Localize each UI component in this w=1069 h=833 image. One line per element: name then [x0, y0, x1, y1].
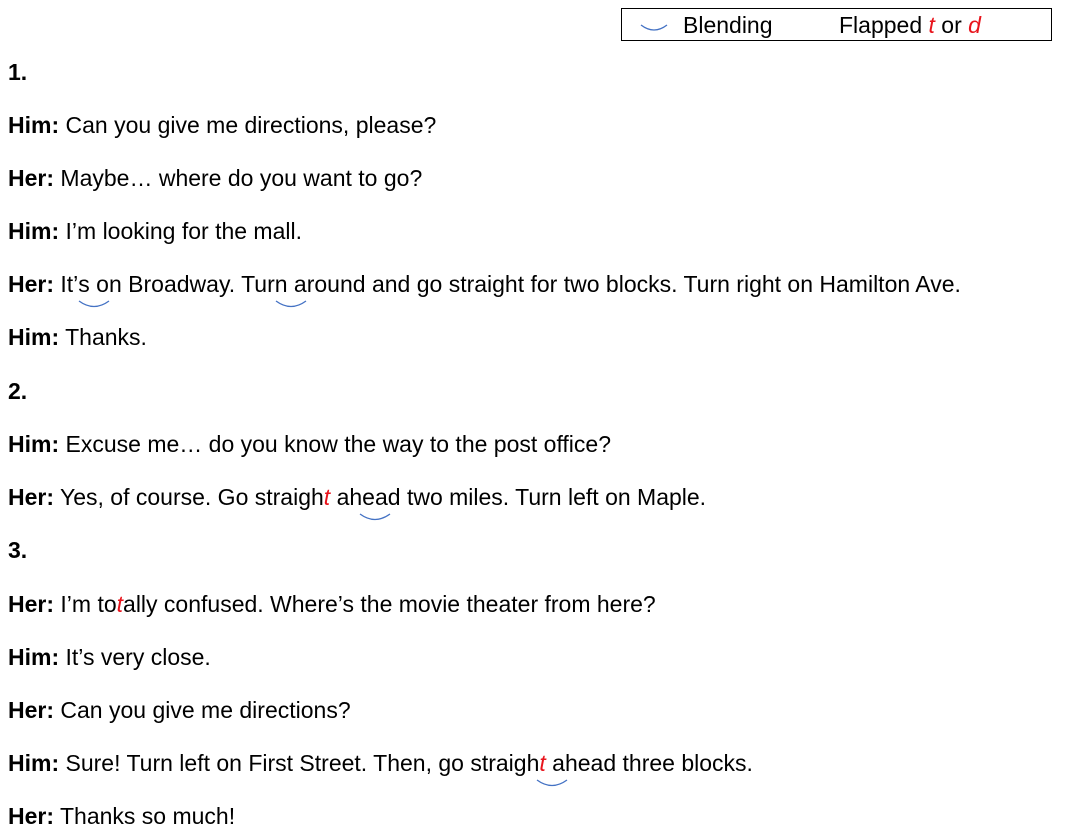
- dialogue-line: Her: I’m totally confused. Where’s the movie theater from here?: [8, 591, 656, 617]
- dialogue-line: Him: Can you give me directions, please?: [8, 112, 437, 138]
- blend-mark: ea: [362, 482, 388, 512]
- dialogue-3-number: 3.: [8, 537, 28, 563]
- blending-arc-icon: [358, 511, 392, 523]
- dialogue-line: Her: Maybe… where do you want to go?: [8, 165, 423, 191]
- dialogue-line: Her: Thanks so much!: [8, 803, 236, 829]
- blend-mark: n a: [275, 269, 307, 299]
- flapped-t: t: [116, 591, 124, 617]
- dialogue-2-number: 2.: [8, 378, 28, 404]
- dialogue-line: Him: Thanks.: [8, 324, 147, 350]
- blend-mark: s o: [78, 269, 109, 299]
- blend-mark: t a: [539, 748, 565, 778]
- dialogue-line: Her: It’s o n Broadway. Turn a round and go straight for two blocks. Turn right on Hamilton Ave.: [8, 269, 961, 299]
- blending-arc-icon: [274, 298, 308, 310]
- dialogue-line: Him: It’s very close.: [8, 644, 211, 670]
- dialogue-1-number: 1.: [8, 59, 28, 85]
- blending-arc-icon: [640, 23, 668, 33]
- blending-arc-icon: [535, 777, 569, 789]
- dialogue-line: Her: Yes, of course. Go straight ahea d two miles. Turn left on Maple.: [8, 482, 706, 512]
- legend-flapped-label: Flapped t or d: [839, 12, 981, 38]
- flapped-t: t: [539, 750, 546, 776]
- blending-arc-icon: [77, 298, 111, 310]
- dialogue-line: Him: Excuse me… do you know the way to the post office?: [8, 431, 612, 457]
- dialogue-line: Her: Can you give me directions?: [8, 697, 351, 723]
- dialogue-line: Him: I’m looking for the mall.: [8, 218, 302, 244]
- flapped-t: t: [323, 484, 331, 510]
- dialogue-line: Him: Sure! Turn left on First Street. Then, go straight a head three blocks.: [8, 748, 753, 778]
- legend-box: [621, 8, 1052, 41]
- legend-blending-label: Blending: [683, 12, 773, 38]
